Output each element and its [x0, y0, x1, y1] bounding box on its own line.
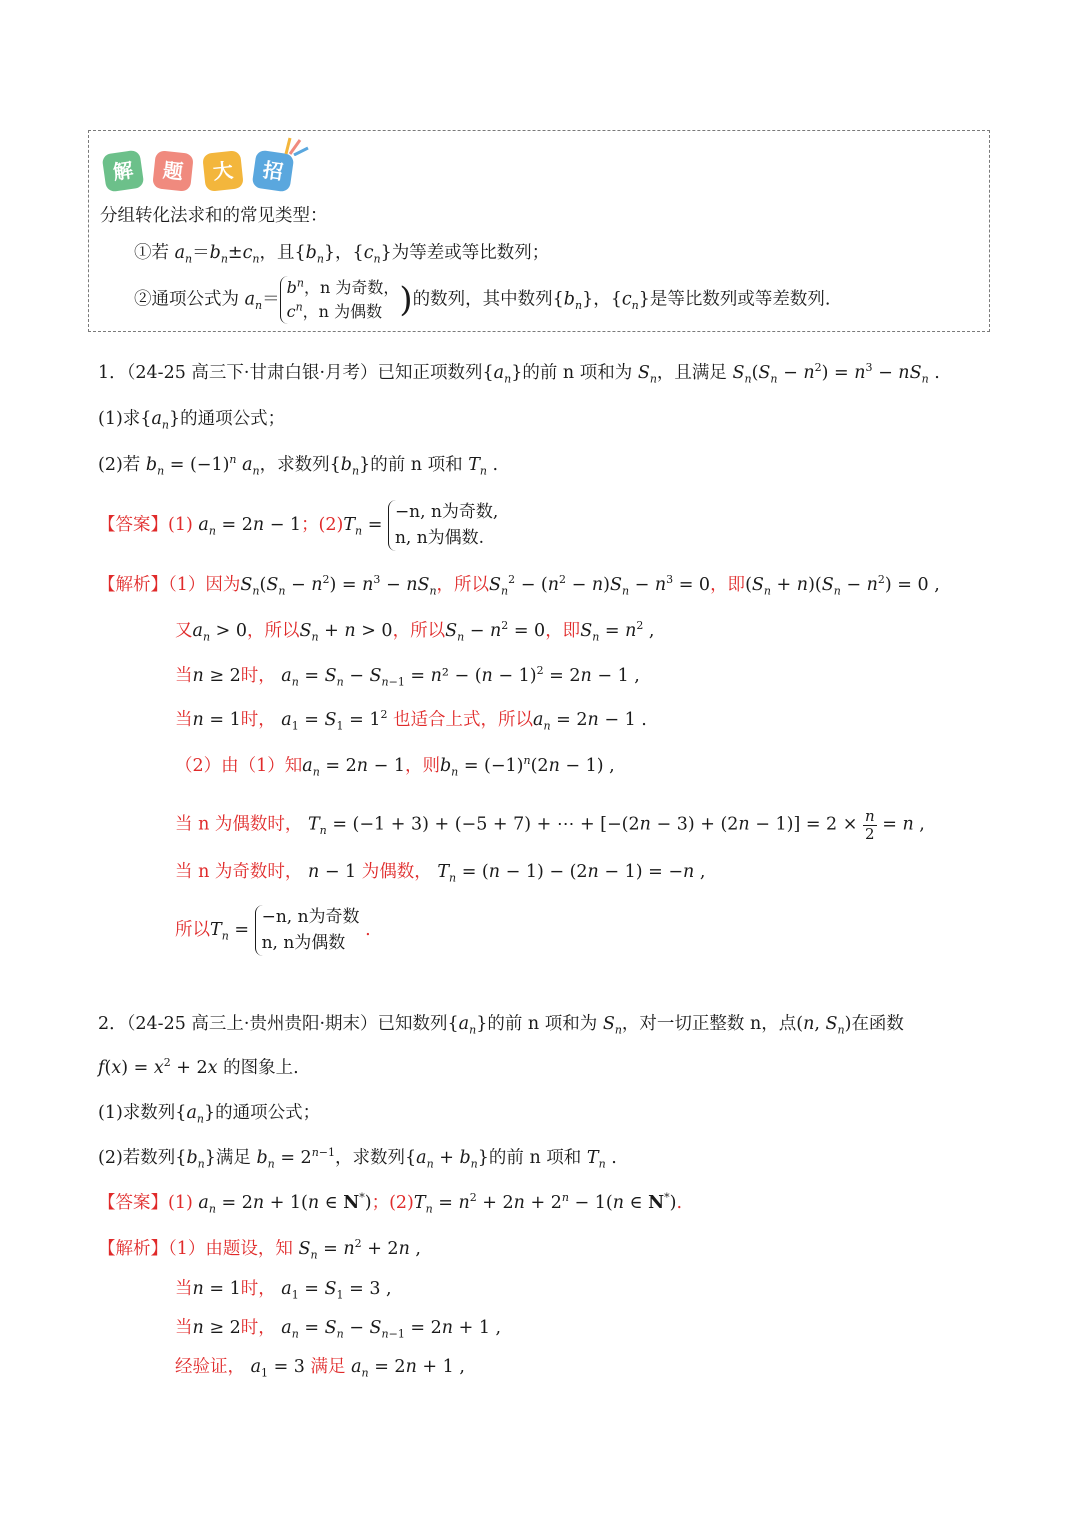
badge-3: 大	[202, 150, 244, 192]
q2-sol-1: 【解析】（1）由题设，知 $S_n = n^2 + 2n$ ,	[98, 1237, 421, 1262]
q1-head: 1．（24-25 高三下·甘肃白银·月考）已知正项数列$\{a_n\}$的前 n 项和为 $S_n$，且满足 $S_n(S_n - n^2) = n^3 - nS_n$ .	[98, 361, 940, 386]
q1-sol-8: 所以$T_n$ = −n, n为奇数 n, n为偶数 .	[175, 905, 371, 956]
q2-head-2: $f(x) = x^2 + 2x$ 的图象上.	[98, 1056, 299, 1078]
tip-item-1: ①若 $a_n=b_n\pm c_n$，且$\{b_n\}$，$\{c_n\}$为等差或等比数列；	[134, 243, 550, 266]
q2-head: 2．（24-25 高三上·贵州贵阳·期末）已知数列$\{a_n\}$的前 n 项和为 $S_n$，对一切正整数 n，点(n, $S_n$)在函数	[98, 1014, 904, 1037]
tip-item-2: ②通项公式为 $a_n=$ $b^n$，n 为奇数， $c^n$，n 为偶数 )的数列，其中数列$\{b_n\}$，$\{c_n\}$是等比数列或等差数列.	[134, 276, 830, 324]
badge-2: 题	[152, 150, 194, 192]
q2-sol-2: 当n = 1时， $a_1 = S_1 = 3$ ,	[175, 1279, 392, 1302]
q1-part1: (1)求$\{a_n\}$的通项公式；	[98, 409, 286, 432]
q2-answer: 【答案】(1) $a_n = 2n + 1(n$ ∈ N*)；$(2)T_n = n^2 + 2n + 2^n - 1(n$ ∈ N*).	[98, 1191, 683, 1216]
tip-badges	[104, 152, 314, 198]
q1-sol-7: 当 n 为奇数时， n − 1 为偶数， $T_n = (n - 1) - (2n - 1) = -n$ ,	[175, 862, 706, 885]
q1-sol-2: 又$a_n > 0$，所以$S_n + n > 0$，所以$S_n - n^2 = 0$，即$S_n = n^2$ ,	[175, 619, 655, 644]
q2-part2: (2)若数列$\{b_n\}$满足 $b_n = 2^{n-1}$，求数列$\{a_n + b_n\}$的前 n 项和 $T_n$ .	[98, 1146, 617, 1171]
sparkle-icon	[282, 134, 310, 156]
badge-1: 解	[102, 150, 145, 193]
q1-sol-3: 当n ≥ 2时， $a_n = S_n - S_{n-1} = n^2 - (n - 1)^2 = 2n - 1$ ,	[175, 664, 640, 689]
q1-sol-1: 【解析】（1）因为$S_n(S_n - n^2) = n^3 - nS_n$，所以$S_n^2 - (n^2 - n)S_n - n^3 = 0$，即$(S_n + n)(S_n - n^2) = 0$ ,	[98, 573, 940, 598]
q2-sol-3: 当n ≥ 2时， $a_n = S_n - S_{n-1} = 2n + 1$ ,	[175, 1318, 502, 1341]
tip-intro: 分组转化法求和的常见类型：	[100, 206, 328, 226]
q2-sol-4: 经验证， $a_1 = 3$ 满足 $a_n = 2n + 1$ ,	[175, 1357, 465, 1380]
q2-part1: (1)求数列$\{a_n\}$的通项公式；	[98, 1103, 321, 1126]
badge-4: 招	[252, 150, 295, 193]
q1-sol-5: （2）由（1）知$a_n = 2n - 1$，则$b_n = (-1)^n(2n - 1)$ ,	[175, 754, 615, 779]
q1-sol-4: 当n = 1时， $a_1 = S_1 = 1^2$ 也适合上式，所以$a_n = 2n - 1$ .	[175, 708, 647, 733]
q1-part2: (2)若 $b_n = (-1)^n$ $a_n$，求数列$\{b_n\}$的前 n 项和 $T_n$ .	[98, 453, 499, 478]
q1-sol-6: 当 n 为偶数时， $T_n = (-1 + 3) + (-5 + 7)$ + ⋯ + [−(2n − 3) + (2n − 1)] = 2 × $\frac{n}{2}$ = n ,	[175, 807, 925, 843]
q1-answer: 【答案】(1) $a_n = 2n - 1$；$(2)T_n$ = −n, n为奇数, n, n为偶数.	[98, 500, 498, 551]
